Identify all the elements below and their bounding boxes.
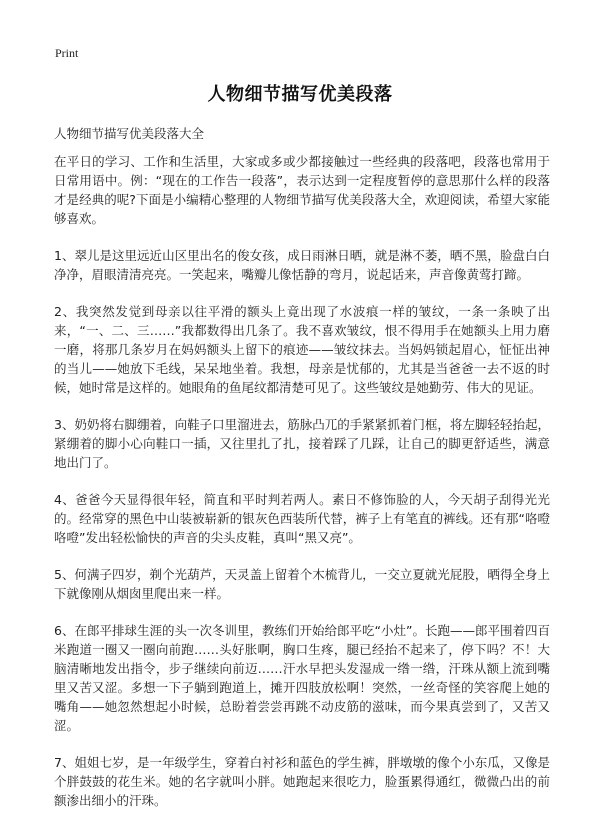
print-link[interactable]: Print [55, 46, 79, 60]
article-subtitle: 人物细节描写优美段落大全 [54, 126, 205, 141]
paragraph-7: 7、姐姐七岁，是一年级学生，穿着白衬衫和蓝色的学生裤，胖墩墩的像个小东瓜，又像是个胖鼓鼓的花生米。她的名字就叫小胖。她跑起来很吃力，脸蛋累得通红，微微凸出的前额渗出细小的汗珠。 [54, 755, 550, 808]
paragraph-5: 5、何满子四岁，剃个光葫芦，天灵盖上留着个木梳背儿，一交立夏就光屁股，晒得全身上下就像刚从烟囱里爬出来一样。 [54, 567, 550, 601]
paragraph-2: 2、我突然发觉到母亲以往平滑的额头上竟出现了水波痕一样的皱纹，一条一条映了出来，“一、二、三……”我都数得出几条了。我不喜欢皱纹，恨不得用手在她额头上用力磨一磨，将那几条岁月在妈妈额头上留下的痕迹——皱纹抹去。当妈妈锁起眉心，怔怔出神的当儿——她放下毛线，呆呆地坐着。我想，母亲是忧郁的，尤其是当爸爸一去不返的时候，她时常是这样的。她眼角的鱼尾纹都清楚可见了。这些皱纹是她勤劳、伟大的见证。 [54, 304, 550, 395]
article-body [54, 152, 550, 828]
intro-paragraph: 在平日的学习、工作和生活里，大家或多或少都接触过一些经典的段落吧，段落也常用于日常用语中。例：“现在的工作告一段落”，表示达到一定程度暂停的意思那什么样的段落才是经典的呢?下面是小编精心整理的人物细节描写优美段落大全，欢迎阅读，希望大家能够喜欢。 [54, 154, 550, 226]
paragraph-3: 3、奶奶将右脚绷着，向鞋子口里溜进去，筋脉凸兀的手紧紧抓着门框，将左脚轻轻抬起，紧绷着的脚小心向鞋口一插，又往里扎了扎，接着踩了几踩，让自己的脚更舒适些，满意地出门了。 [54, 417, 550, 470]
page-title: 人物细节描写优美段落 [207, 84, 393, 105]
paragraph-1: 1、翠儿是这里远近山区里出名的俊女孩，成日雨淋日晒，就是淋不萎，晒不黑，脸盘白白净净，眉眼清清亮亮。一笑起来，嘴瓣儿像恬静的弯月，说起话来，声音像黄莺打蹄。 [54, 248, 550, 282]
paragraph-4: 4、爸爸今天显得很年轻，简直和平时判若两人。素日不修饰脸的人，今天胡子刮得光光的。经常穿的黑色中山装被崭新的银灰色西装所代替，裤子上有笔直的裤线。还有那“咯噔咯噔”发出轻松愉快的声音的尖头皮鞋，真叫“黑又亮”。 [54, 492, 550, 545]
paragraph-6: 6、在郎平排球生涯的头一次冬训里，教练们开始给郎平吃“小灶”。长跑——郎平围着四百米跑道一圈又一圈向前跑……头好胀啊，胸口生疼，腿已经抬不起来了，停下吗？不！大脑清晰地发出指令，步子继续向前迈……汗水早把头发湿成一绺一绺，汗珠从额上流到嘴里又苦又涩。多想一下子躺到跑道上，摊开四肢放松啊！突然，一丝奇怪的笑容爬上她的嘴角——她忽然想起小时候，总盼着尝尝再跳不动皮筋的滋味，而今果真尝到了，又苦又涩。 [54, 623, 550, 733]
